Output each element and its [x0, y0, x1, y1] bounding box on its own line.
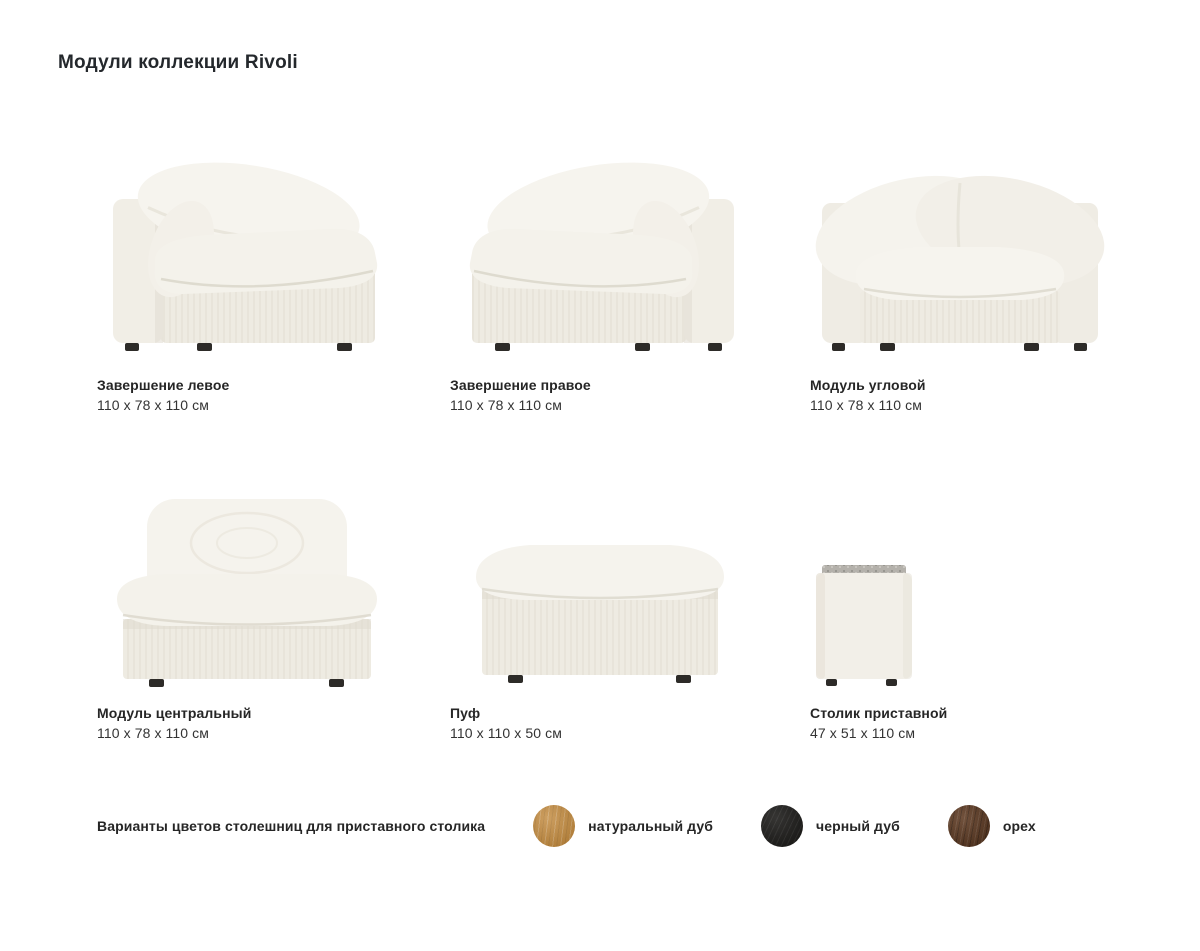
product-dimensions: 110 x 78 x 110 см	[450, 397, 562, 413]
left-end-module-image	[97, 147, 450, 362]
product-dimensions: 47 x 51 x 110 см	[810, 725, 916, 741]
product-name: Завершение левое	[97, 377, 230, 393]
walnut-swatch	[948, 805, 990, 847]
product-caption	[450, 703, 810, 743]
color-option-black-oak	[761, 805, 900, 847]
catalog-page	[0, 51, 1200, 951]
product-caption	[810, 703, 1113, 743]
product-name: Пуф	[450, 705, 481, 721]
product-dimensions: 110 x 78 x 110 см	[97, 397, 209, 413]
natural-oak-swatch	[533, 805, 575, 847]
product-card	[810, 485, 1113, 743]
tabletop-colors-row	[0, 805, 1200, 847]
product-name: Модуль угловой	[810, 377, 926, 393]
product-name: Завершение правое	[450, 377, 591, 393]
center-module-image	[97, 485, 450, 690]
color-option-walnut	[948, 805, 1036, 847]
product-card	[97, 147, 450, 415]
page-title: Модули коллекции Rivoli	[58, 52, 298, 73]
product-card	[810, 147, 1113, 415]
product-caption	[810, 375, 1113, 415]
product-name: Модуль центральный	[97, 705, 252, 721]
product-dimensions: 110 x 110 x 50 см	[450, 725, 562, 741]
color-option-label: орех	[1002, 818, 1036, 834]
product-grid	[0, 147, 1200, 743]
side-table-image	[810, 485, 1113, 690]
right-end-module-image	[450, 147, 810, 362]
pouf-image	[450, 485, 810, 690]
black-oak-swatch	[761, 805, 803, 847]
corner-module-image	[810, 147, 1113, 362]
product-card	[450, 485, 810, 743]
product-caption	[97, 703, 450, 743]
tabletop-colors-label: Варианты цветов столешниц для приставного столика	[97, 818, 486, 834]
product-dimensions: 110 x 78 x 110 см	[97, 725, 209, 741]
color-option-label: натуральный дуб	[588, 818, 713, 834]
product-caption	[97, 375, 450, 415]
product-card	[450, 147, 810, 415]
color-option-label: черный дуб	[815, 818, 900, 834]
product-caption	[450, 375, 810, 415]
product-dimensions: 110 x 78 x 110 см	[810, 397, 922, 413]
color-option-natural-oak	[533, 805, 713, 847]
product-name: Столик приставной	[810, 705, 948, 721]
product-card	[97, 485, 450, 743]
